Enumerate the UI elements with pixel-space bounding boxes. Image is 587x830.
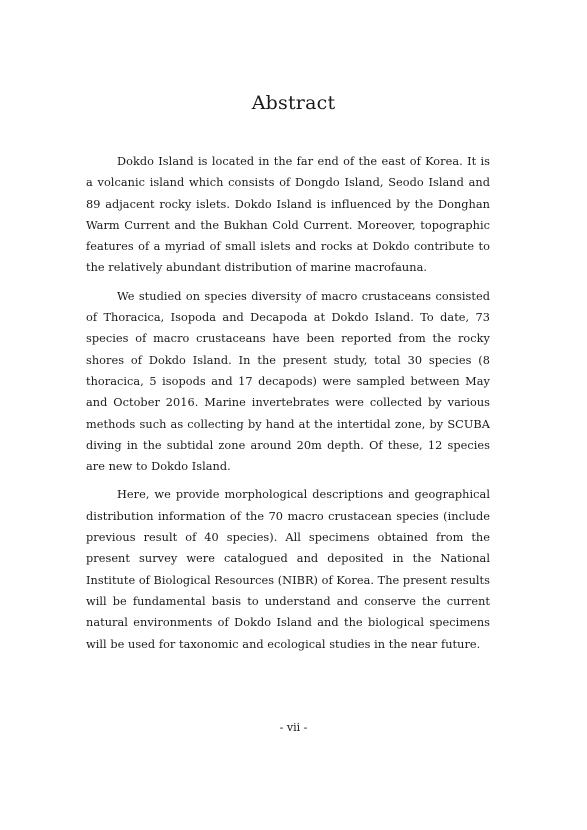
abstract-paragraph-1: Dokdo Island is located in the far end of the east of Korea. It is a volcanic island which consists of Dongdo Island, Seodo Island and 89 adjacent rocky islets. Dokdo Island is influenced by the Donghan Warm Current and the Bukhan Cold Current. Moreover, topographic features of a myriad of small islets and rocks at Dokdo contribute to the relatively abundant distribution of marine macrofauna. xyxy=(86,155,490,275)
abstract-paragraph-3: Here, we provide morphological descriptions and geographical distribution information of the 70 macro crustacean species (include previous result of 40 species). All specimens obtained from the present survey were catalogued and deposited in the National Institute of Biological Resources (NIBR) of Korea. The present results will be fundamental basis to understand and conserve the current natural environments of Dokdo Island and the biological specimens will be used for taxonomic and ecological studies in the near future. xyxy=(86,488,490,651)
abstract-body xyxy=(86,151,490,662)
abstract-title: Abstract xyxy=(251,92,336,114)
abstract-paragraph-2: We studied on species diversity of macro crustaceans consisted of Thoracica, Isopoda and Decapoda at Dokdo Island. To date, 73 species of macro crustaceans have been reported from the rocky shores of Dokdo Island. In the present study, total 30 species (8 thoracica, 5 isopods and 17 decapods) were sampled between May and October 2016. Marine invertebrates were collected by various methods such as collecting by hand at the intertidal zone, by SCUBA diving in the subtidal zone around 20m depth. Of these, 12 species are new to Dokdo Island. xyxy=(86,289,490,474)
page-number: - vii - xyxy=(279,721,308,734)
